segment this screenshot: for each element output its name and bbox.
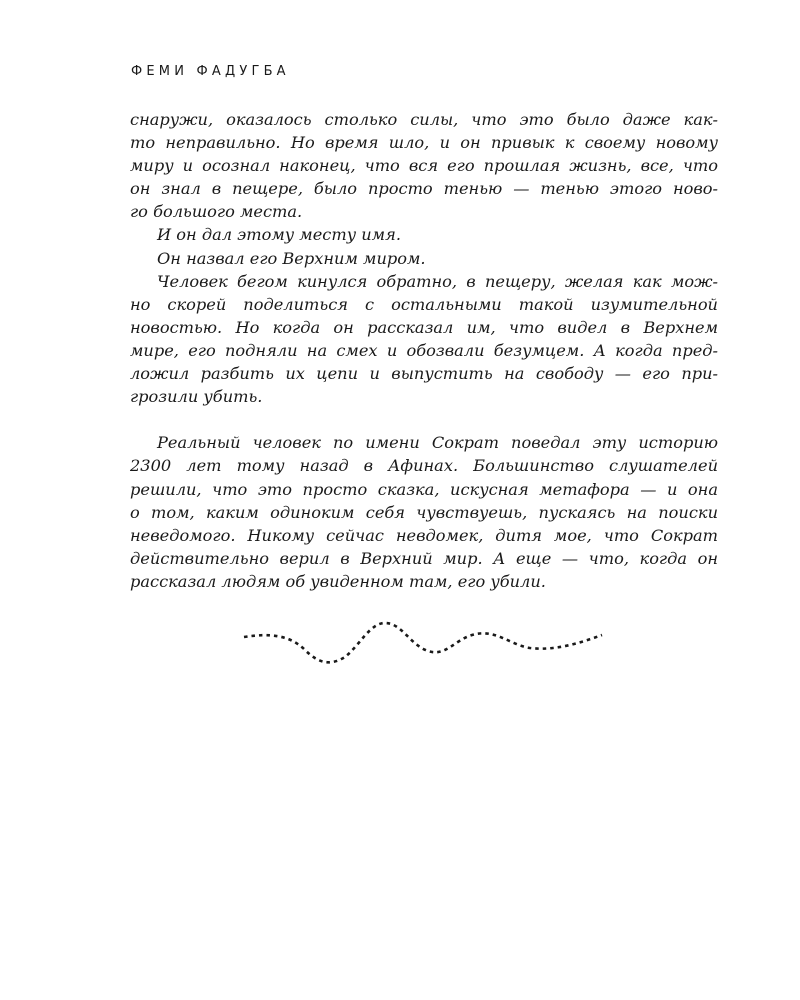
- text-line: о том, каким одиноким себя чувствуешь, пускаясь на поиски: [130, 502, 718, 522]
- text-line: действительно верил в Верхний мир. А еще — что, когда он: [130, 548, 718, 568]
- paragraph: [130, 223, 718, 246]
- text-line: мире, его подняли на смех и обозвали безумцем. А когда пред-: [130, 340, 718, 360]
- text-line: рассказал людям об увиденном там, его убили.: [130, 571, 546, 591]
- text-line: грозили убить.: [130, 387, 263, 407]
- text-line: ложил разбить их цепи и выпустить на свободу — его при-: [130, 364, 718, 384]
- paragraph: [130, 431, 718, 593]
- text-line: Человек бегом кинулся обратно, в пещеру, желая как мож-: [157, 271, 718, 291]
- text-line: Реальный человек по имени Сократ поведал эту историю: [157, 433, 718, 453]
- text-line: то неправильно. Но время шло, и он привык к своему новому: [130, 133, 718, 153]
- running-head: ФЕМИ ФАДУГБА: [131, 64, 290, 79]
- text-line: И он дал этому месту имя.: [157, 225, 401, 245]
- text-line: го большого места.: [130, 202, 303, 222]
- text-line: новостью. Но когда он рассказал им, что видел в Верхнем: [130, 317, 718, 337]
- text-line: решили, что это просто сказка, искусная метафора — и она: [130, 479, 718, 499]
- paragraph-gap: [130, 408, 718, 431]
- body-text: [130, 108, 718, 593]
- text-line: Он назвал его Верхним миром.: [157, 248, 426, 268]
- text-line: 2300 лет тому назад в Афинах. Большинство слушателей: [130, 456, 718, 476]
- text-line: но скорей поделиться с остальными такой изумительной: [130, 294, 718, 314]
- text-line: миру и осознал наконец, что вся его прошлая жизнь, все, что: [130, 156, 718, 176]
- text-line: он знал в пещере, было просто тенью — тенью этого ново-: [130, 179, 718, 199]
- paragraph: [130, 270, 718, 409]
- dotted-wave-ornament: [240, 615, 605, 670]
- paragraph: [130, 247, 718, 270]
- text-line: снаружи, оказалось столько силы, что это было даже как-: [130, 110, 718, 129]
- text-line: неведомого. Никому сейчас невдомек, дитя мое, что Сократ: [130, 525, 718, 545]
- paragraph: [130, 108, 718, 223]
